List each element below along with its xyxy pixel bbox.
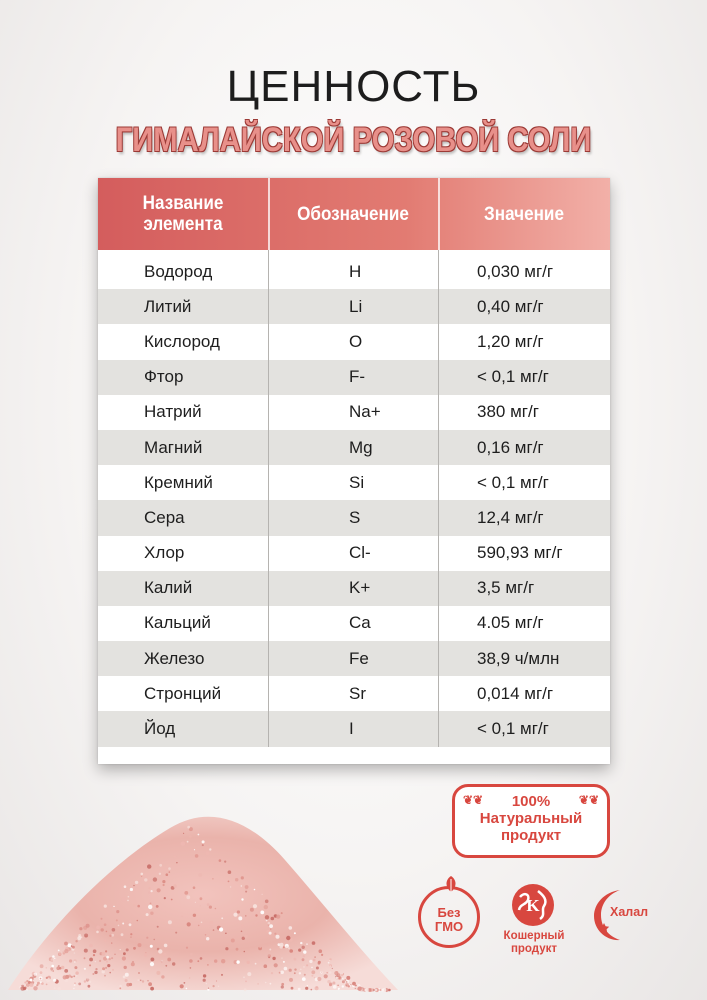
- table-row: [98, 430, 610, 465]
- table-row: [98, 676, 610, 711]
- cell-symbol: Fe: [349, 648, 369, 668]
- cell-element-name: Калий: [144, 578, 193, 598]
- cell-value: 0,40 мг/г: [477, 296, 544, 316]
- composition-table: [98, 178, 610, 764]
- cell-element-name: Кислород: [144, 331, 220, 351]
- table-row: [98, 606, 610, 641]
- cell-element-name: Литий: [144, 296, 192, 316]
- svg-text:K: K: [526, 896, 540, 915]
- natural-product-badge: [452, 784, 610, 858]
- cell-element-name: Водород: [144, 261, 213, 281]
- cell-symbol: S: [349, 507, 361, 527]
- leaf-icon: [443, 875, 459, 893]
- table-row: [98, 500, 610, 535]
- gmo-line1: Без: [437, 905, 461, 920]
- header-divider: [268, 178, 270, 250]
- cell-value: 0,030 мг/г: [477, 261, 554, 281]
- cell-value: < 0,1 мг/г: [477, 719, 549, 739]
- cell-element-name: Хлор: [144, 543, 185, 563]
- cell-value: 4.05 мг/г: [477, 613, 544, 633]
- natural-line1: Натуральный: [479, 810, 583, 827]
- table-row: [98, 324, 610, 359]
- header-symbol: Обозначение: [297, 203, 409, 225]
- gmo-line2: ГМО: [434, 919, 464, 934]
- cell-element-name: Йод: [144, 719, 176, 739]
- cell-element-name: Кальций: [144, 613, 211, 633]
- cell-element-name: Стронций: [144, 683, 222, 703]
- header-value: Значение: [484, 203, 564, 225]
- table-row: [98, 395, 610, 430]
- cell-value: 3,5 мг/г: [477, 578, 535, 598]
- cell-element-name: Фтор: [144, 367, 184, 387]
- cell-symbol: K+: [349, 578, 371, 598]
- cell-value: 1,20 мг/г: [477, 331, 544, 351]
- cell-value: < 0,1 мг/г: [477, 367, 549, 387]
- cell-symbol: H: [349, 261, 362, 281]
- column-divider: [438, 250, 439, 747]
- cell-symbol: Mg: [349, 437, 373, 457]
- table-body: [98, 250, 610, 747]
- cell-value: 38,9 ч/млн: [477, 648, 560, 668]
- table-row: [98, 465, 610, 500]
- table-row: [98, 711, 610, 746]
- kosher-label: [492, 930, 576, 956]
- cell-symbol: I: [349, 719, 354, 739]
- cell-value: 590,93 мг/г: [477, 543, 563, 563]
- table-row: [98, 571, 610, 606]
- cell-symbol: Li: [349, 296, 363, 316]
- header-element-name: Название элемента: [142, 193, 224, 235]
- header-divider: [438, 178, 440, 250]
- table-row: [98, 254, 610, 289]
- cell-symbol: Na+: [349, 402, 381, 422]
- natural-line2: продукт: [500, 827, 562, 844]
- wheat-icon: ❦❦: [463, 793, 484, 807]
- table-header: [98, 178, 610, 250]
- cell-element-name: Железо: [144, 648, 205, 668]
- kosher-globe-icon: [510, 882, 556, 928]
- table-row: [98, 360, 610, 395]
- cell-symbol: Si: [349, 472, 365, 492]
- cell-element-name: Натрий: [144, 402, 202, 422]
- cell-value: 12,4 мг/г: [477, 507, 544, 527]
- table-row: [98, 536, 610, 571]
- cell-element-name: Сера: [144, 507, 185, 527]
- halal-label: Халал: [610, 905, 649, 919]
- natural-percent: 100%: [511, 793, 551, 810]
- column-divider: [268, 250, 269, 747]
- kosher-line1: Кошерный: [503, 930, 565, 942]
- cell-element-name: Кремний: [144, 472, 213, 492]
- table-row: [98, 641, 610, 676]
- cell-symbol: O: [349, 331, 363, 351]
- cell-element-name: Магний: [144, 437, 203, 457]
- cell-value: 0,014 мг/г: [477, 683, 554, 703]
- cell-value: 380 мг/г: [477, 402, 539, 422]
- cell-symbol: Ca: [349, 613, 371, 633]
- cell-symbol: Cl-: [349, 543, 371, 563]
- page-subtitle: ГИМАЛАЙСКОЙ РОЗОВОЙ СОЛИ: [115, 121, 592, 159]
- kosher-line2: продукт: [510, 943, 558, 955]
- cell-value: < 0,1 мг/г: [477, 472, 549, 492]
- cell-symbol: Sr: [349, 683, 366, 703]
- cell-symbol: F-: [349, 367, 366, 387]
- salt-pile-image: [0, 790, 400, 1000]
- wheat-icon: ❦❦: [578, 793, 599, 807]
- table-row: [98, 289, 610, 324]
- page-title: ЦЕННОСТЬ: [226, 62, 481, 111]
- no-gmo-badge: [418, 886, 480, 948]
- cell-value: 0,16 мг/г: [477, 437, 544, 457]
